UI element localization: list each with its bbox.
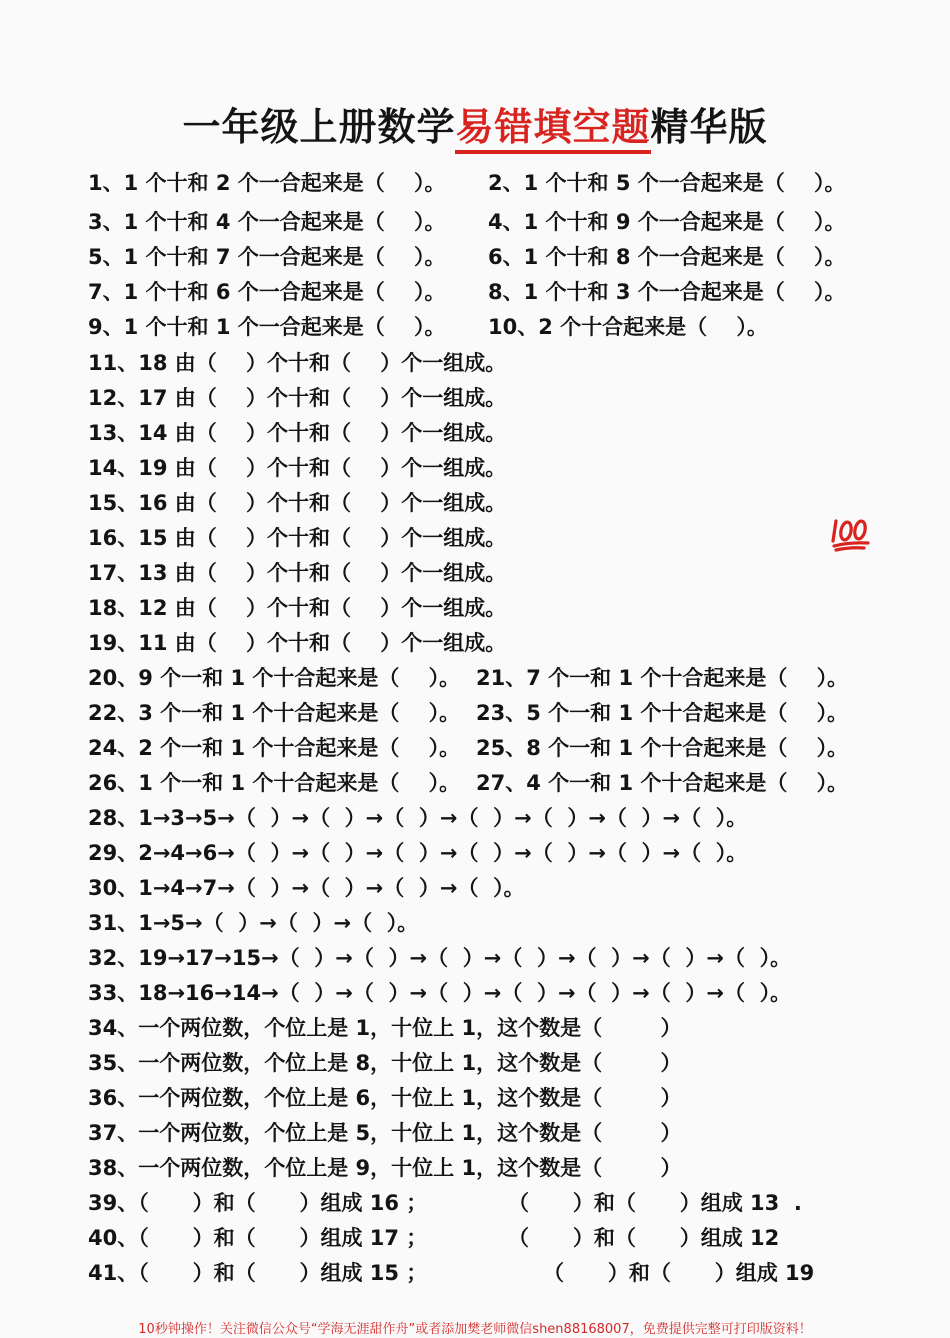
- question-text: 26、1 个一和 1 个十合起来是（ ）。: [88, 771, 461, 795]
- hundred-points-icon: [830, 513, 874, 553]
- question-text: 32、19→17→15→（ ）→（ ）→（ ）→（ ）→（ ）→（ ）→（ ）。: [88, 946, 792, 970]
- question-text-right: 2、1 个十和 5 个一合起来是（ ）。: [488, 171, 846, 195]
- question-text: 9、1 个十和 1 个一合起来是（ ）。: [88, 315, 446, 339]
- question-row: [88, 1116, 682, 1151]
- question-row: [88, 906, 418, 941]
- question-row: [88, 871, 525, 906]
- question-text-right: 21、7 个一和 1 个十合起来是（ ）。: [476, 666, 849, 690]
- question-row: [88, 591, 506, 626]
- question-text: 7、1 个十和 6 个一合起来是（ ）。: [88, 280, 446, 304]
- question-row: [88, 976, 791, 1011]
- question-text: 41、（ ）和（ ）组成 15 ；: [88, 1261, 428, 1285]
- question-row: [88, 486, 506, 521]
- question-text: 19、11 由（ ）个十和（ ）个一组成。: [88, 631, 507, 655]
- question-row: [88, 381, 506, 416]
- question-text: 1、1 个十和 2 个一合起来是（ ）。: [88, 171, 446, 195]
- question-text-right: 23、5 个一和 1 个十合起来是（ ）。: [476, 701, 849, 725]
- question-text-right: 4、1 个十和 9 个一合起来是（ ）。: [488, 210, 846, 234]
- question-text: 39、（ ）和（ ）组成 16 ；: [88, 1191, 428, 1215]
- question-text-right: （ ）和（ ）组成 13 .: [508, 1191, 802, 1215]
- question-row: [88, 1081, 682, 1116]
- question-text-right: 27、4 个一和 1 个十合起来是（ ）。: [476, 771, 849, 795]
- title-prefix: 一年级上册数学: [182, 105, 456, 149]
- question-text: 29、2→4→6→（ ）→（ ）→（ ）→（ ）→（ ）→（ ）→（ ）。: [88, 841, 748, 865]
- question-text: 28、1→3→5→（ ）→（ ）→（ ）→（ ）→（ ）→（ ）→（ ）。: [88, 806, 748, 830]
- question-row: [88, 521, 506, 556]
- question-text: 34、一个两位数，个位上是 1，十位上 1，这个数是（ ）: [88, 1016, 682, 1040]
- question-text: 3、1 个十和 4 个一合起来是（ ）。: [88, 210, 446, 234]
- question-text-right: 6、1 个十和 8 个一合起来是（ ）。: [488, 245, 846, 269]
- question-text: 36、一个两位数，个位上是 6，十位上 1，这个数是（ ）: [88, 1086, 682, 1110]
- question-row: [88, 1221, 780, 1256]
- question-row: [88, 1011, 682, 1046]
- question-row: [88, 240, 846, 275]
- question-text-right: 10、2 个十合起来是（ ）。: [488, 315, 768, 339]
- question-text: 13、14 由（ ）个十和（ ）个一组成。: [88, 421, 507, 445]
- question-row: [88, 941, 791, 976]
- question-text: 14、19 由（ ）个十和（ ）个一组成。: [88, 456, 507, 480]
- question-text-right: 25、8 个一和 1 个十合起来是（ ）。: [476, 736, 849, 760]
- question-row: [88, 731, 849, 766]
- question-row: [88, 836, 747, 871]
- question-row: [88, 556, 506, 591]
- question-text: 37、一个两位数，个位上是 5，十位上 1，这个数是（ ）: [88, 1121, 682, 1145]
- question-row: [88, 451, 506, 486]
- question-text-right: （ ）和（ ）组成 12: [508, 1226, 780, 1250]
- question-row: [88, 661, 849, 696]
- question-text: 35、一个两位数，个位上是 8，十位上 1，这个数是（ ）: [88, 1051, 682, 1075]
- question-text-right: （ ）和（ ）组成 19: [543, 1261, 815, 1285]
- question-row: [88, 166, 846, 201]
- question-text: 24、2 个一和 1 个十合起来是（ ）。: [88, 736, 461, 760]
- question-row: [88, 1186, 802, 1221]
- question-row: [88, 1046, 682, 1081]
- question-text: 30、1→4→7→（ ）→（ ）→（ ）→（ ）。: [88, 876, 525, 900]
- question-row: [88, 205, 846, 240]
- question-text-right: 8、1 个十和 3 个一合起来是（ ）。: [488, 280, 846, 304]
- question-row: [88, 275, 846, 310]
- page-title: [0, 96, 950, 151]
- question-row: [88, 801, 747, 836]
- question-row: [88, 1151, 682, 1186]
- title-suffix: 精华版: [650, 105, 768, 149]
- question-text: 12、17 由（ ）个十和（ ）个一组成。: [88, 386, 507, 410]
- question-text: 5、1 个十和 7 个一合起来是（ ）。: [88, 245, 446, 269]
- question-text: 22、3 个一和 1 个十合起来是（ ）。: [88, 701, 461, 725]
- question-row: [88, 310, 768, 345]
- question-text: 31、1→5→（ ）→（ ）→（ ）。: [88, 911, 419, 935]
- question-row: [88, 346, 506, 381]
- question-row: [88, 696, 849, 731]
- question-text: 17、13 由（ ）个十和（ ）个一组成。: [88, 561, 507, 585]
- question-text: 15、16 由（ ）个十和（ ）个一组成。: [88, 491, 507, 515]
- title-highlight: 易错填空题: [455, 105, 650, 154]
- question-text: 40、（ ）和（ ）组成 17 ；: [88, 1226, 428, 1250]
- question-row: [88, 416, 506, 451]
- question-row: [88, 766, 849, 801]
- question-row: [88, 626, 506, 661]
- question-text: 33、18→16→14→（ ）→（ ）→（ ）→（ ）→（ ）→（ ）→（ ）。: [88, 981, 792, 1005]
- question-text: 20、9 个一和 1 个十合起来是（ ）。: [88, 666, 461, 690]
- question-text: 11、18 由（ ）个十和（ ）个一组成。: [88, 351, 507, 375]
- footer-note: 10秒钟操作！关注微信公众号“学海无涯甜作舟”或者添加樊老师微信shen88168007，免费提供完整可打印版资料！: [138, 1322, 812, 1337]
- question-row: [88, 1256, 815, 1291]
- question-text: 38、一个两位数，个位上是 9，十位上 1，这个数是（ ）: [88, 1156, 682, 1180]
- question-text: 18、12 由（ ）个十和（ ）个一组成。: [88, 596, 507, 620]
- question-text: 16、15 由（ ）个十和（ ）个一组成。: [88, 526, 507, 550]
